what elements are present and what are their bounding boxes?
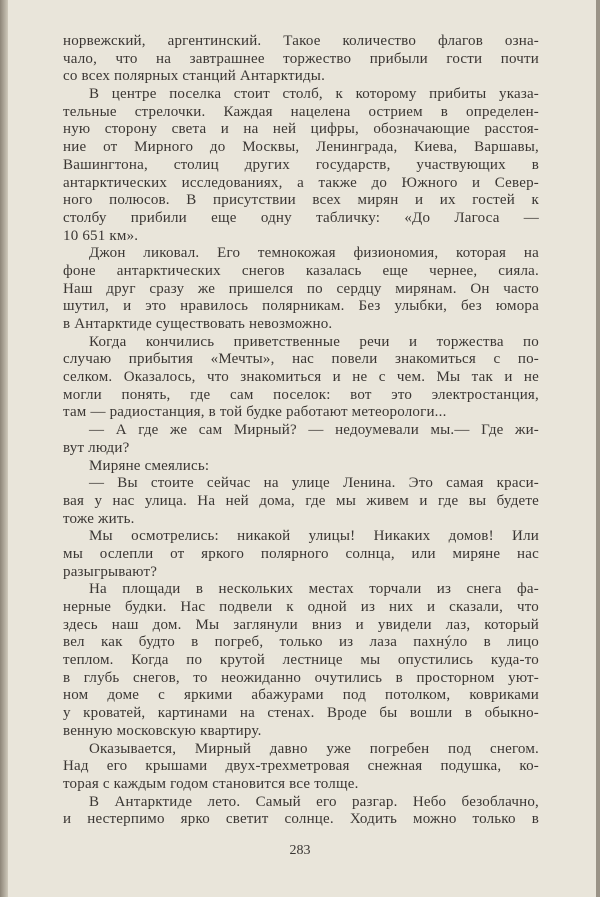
text-line: вел как будто в погреб, только из лаза пахнýло в лицо — [63, 634, 539, 651]
text-line: селком. Оказалось, что знакомиться и не с чем. Мы так и не — [63, 369, 539, 386]
text-line: 10 651 км». — [63, 227, 139, 244]
text-line: антарктических исследованиях, а также до Южного и Север- — [63, 174, 539, 191]
paragraph — [63, 581, 539, 740]
text-line: столбу прибили еще одну табличку: «До Лагоса — — [63, 209, 539, 226]
paragraph — [63, 458, 539, 476]
paragraph — [63, 334, 539, 422]
text-line: здесь наш дом. Мы заглянули вниз и увидели лаз, который — [63, 616, 539, 633]
text-line: венную московскую квартиру. — [63, 722, 262, 739]
text-line: вут люди? — [63, 439, 130, 456]
text-line: нерные будки. Нас подвели к одной из них и сказали, что — [63, 599, 539, 615]
text-line: вая у нас улица. На ней дома, где мы живем и где вы будете — [63, 492, 539, 509]
paragraph — [63, 86, 539, 245]
page-edge — [596, 0, 600, 897]
text-line: там — радиостанция, в той будке работают метеорологи... — [63, 404, 447, 421]
text-line: Вашингтона, столиц других государств, участвующих в — [63, 156, 539, 173]
text-line: торая с каждым годом становится все толще. — [63, 775, 359, 792]
paragraph — [63, 794, 539, 829]
text-line: — А где же сам Мирный? — недоумевали мы.— Где жи- — [89, 422, 539, 439]
paragraph — [63, 33, 539, 86]
text-line: шутил, и это нравилось полярникам. Без улыбки, без юмора — [63, 298, 539, 315]
text-line: Над его крышами двух-трехметровая снежная подушка, ко- — [63, 758, 539, 775]
text-line: Джон ликовал. Его темнокожая физиономия, которая на — [89, 245, 539, 262]
text-line: в глубь снегов, то неожиданно очутились в просторном уют- — [63, 669, 539, 686]
paragraph — [63, 475, 539, 528]
paragraph — [63, 741, 539, 794]
text-line: со всех полярных станций Антарктиды. — [63, 68, 326, 85]
text-line: ного полюсов. В присутствии всех мирян и их гостей к — [63, 192, 539, 209]
page-number: 283 — [289, 843, 311, 858]
text-line: В центре поселка стоит столб, к которому прибиты указа- — [89, 86, 539, 103]
text-line: ние от Мирного до Москвы, Ленинграда, Киева, Варшавы, — [63, 139, 539, 156]
text-line: Миряне смеялись: — [89, 457, 210, 474]
text-line: у кроватей, картинами на стенах. Вроде бы вошли в обыкно- — [63, 705, 539, 722]
paragraph — [63, 422, 539, 457]
text-line: фоне антарктических снегов казалась еще чернее, сияла. — [63, 262, 539, 279]
text-line: — Вы стоите сейчас на улице Ленина. Это самая краси- — [89, 475, 539, 492]
text-line: теплом. Когда по крутой лестнице мы опустились куда-то — [63, 652, 539, 669]
text-line: и нестерпимо ярко светит солнце. Ходить можно только в — [63, 811, 539, 828]
paragraph — [63, 245, 539, 333]
text-line: в Антарктиде существовать невозможно. — [63, 316, 333, 332]
paragraph — [63, 528, 539, 581]
page-binding-shadow — [0, 0, 8, 897]
text-line: На площади в нескольких местах торчали из снега фа- — [89, 581, 539, 598]
text-line: ном доме с яркими абажурами под потолком, ковриками — [63, 687, 539, 704]
text-line: чало, что на завтрашнее торжество прибыли гости почти — [63, 50, 539, 67]
text-line: разыгрывают? — [63, 563, 158, 580]
text-line: тоже жить. — [63, 510, 135, 527]
text-line: норвежский, аргентинский. Такое количество флагов озна- — [63, 33, 539, 49]
text-line: могли понять, где сам поселок: вот это электростанция, — [63, 386, 539, 403]
text-line: Когда кончились приветственные речи и торжества по — [89, 333, 539, 350]
text-line: мы ослепли от яркого полярного солнца, или миряне нас — [63, 545, 539, 562]
text-line: Оказывается, Мирный давно уже погребен под снегом. — [89, 740, 539, 757]
text-line: ную сторону света и на ней цифры, обозначающие расстоя- — [63, 121, 539, 138]
text-line: Наш друг сразу же пришелся по сердцу мирянам. Он часто — [63, 280, 539, 297]
body-text — [63, 33, 539, 829]
text-line: случаю прибытия «Мечты», нас повели знакомиться с по- — [63, 351, 539, 368]
text-line: Мы осмотрелись: никакой улицы! Никаких домов! Или — [89, 528, 539, 545]
text-line: В Антарктиде лето. Самый его разгар. Небо безоблачно, — [89, 793, 539, 810]
text-line: тельные стрелочки. Каждая нацелена острием в определен- — [63, 103, 539, 120]
